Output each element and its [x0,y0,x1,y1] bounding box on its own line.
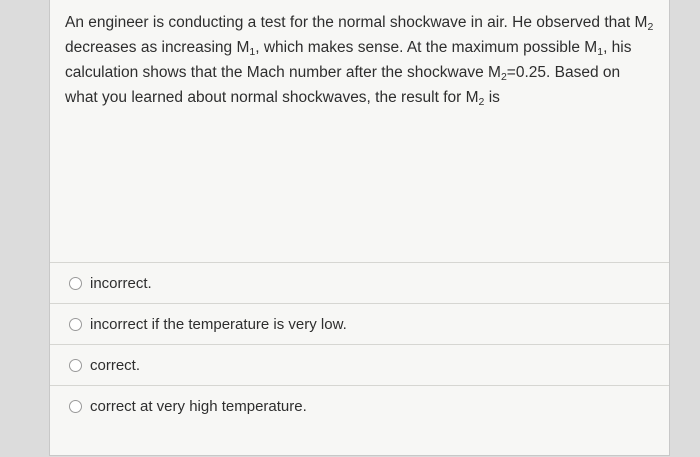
answer-option-incorrect-low-temperature[interactable] [50,303,669,344]
answer-label: incorrect. [90,274,152,292]
answer-label: correct. [90,356,141,374]
subscript: 1 [597,46,604,58]
answer-option-correct-high-temperature[interactable] [50,385,669,426]
question-text-part: , which makes sense. At the maximum possible M [255,39,598,56]
answer-label: correct at very high temperature. [90,397,307,415]
answer-option-incorrect[interactable] [50,262,669,303]
question-text-part: is [484,89,500,106]
subscript: 2 [478,96,485,108]
radio-button[interactable] [69,400,82,413]
question-text-part: An engineer is conducting a test for the normal shockwave in air. He observed that M [65,14,648,31]
answer-option-correct[interactable] [50,344,669,385]
radio-button[interactable] [69,359,82,372]
subscript: 1 [249,46,256,58]
radio-button[interactable] [69,318,82,331]
question-text [65,10,655,110]
question-card [49,0,670,456]
answer-options [50,262,669,426]
subscript: 2 [647,21,654,33]
subscript: 2 [500,71,507,83]
radio-button[interactable] [69,277,82,290]
question-text-part: =0.25. Based on what you learned about normal shockwaves, the result for M [65,64,621,106]
answer-label: incorrect if the temperature is very low. [90,315,347,333]
question-text-part: decreases as increasing M [65,39,250,56]
question-text-part: , his calculation shows that the Mach number after the shockwave M [65,39,632,81]
